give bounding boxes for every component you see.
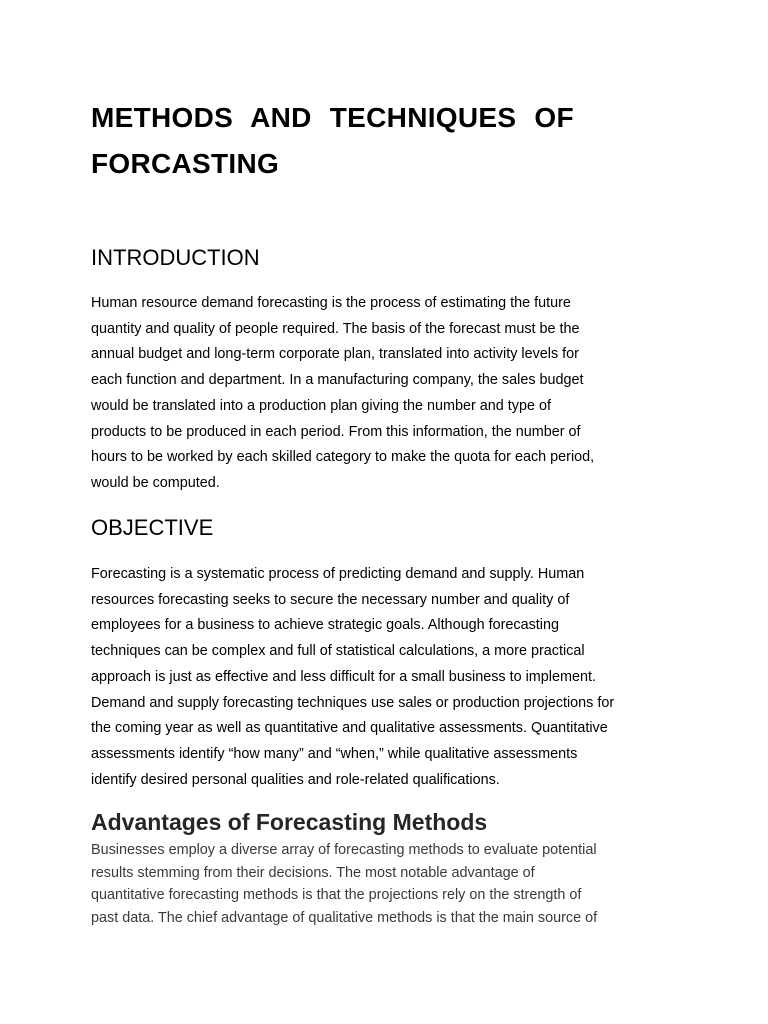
paragraph-line: past data. The chief advantage of qualitative methods is that the main source of <box>91 909 598 926</box>
paragraph-line: resources forecasting seeks to secure the necessary number and quality of <box>91 591 570 608</box>
objective-paragraph <box>91 562 671 793</box>
title-line-2: FORCASTING <box>91 148 280 179</box>
title-line-1: METHODS AND TECHNIQUES OF <box>91 102 574 133</box>
paragraph-line: Demand and supply forecasting techniques use sales or production projections for <box>91 694 615 711</box>
paragraph-line: employees for a business to achieve strategic goals. Although forecasting <box>91 617 559 634</box>
advantages-paragraph <box>91 839 671 929</box>
paragraph-line: assessments identify “how many” and “when,” while qualitative assessments <box>91 745 578 762</box>
paragraph-line: would be translated into a production plan giving the number and type of <box>91 397 552 414</box>
paragraph-line: results stemming from their decisions. The most notable advantage of <box>91 864 535 881</box>
document-title <box>91 95 651 187</box>
paragraph-line: identify desired personal qualities and role-related qualifications. <box>91 771 500 788</box>
paragraph-line: Human resource demand forecasting is the process of estimating the future <box>91 295 571 311</box>
paragraph-line: the coming year as well as quantitative and qualitative assessments. Quantitative <box>91 720 608 737</box>
paragraph-line: approach is just as effective and less difficult for a small business to implement. <box>91 668 596 685</box>
paragraph-line: quantitative forecasting methods is that the projections rely on the strength of <box>91 887 582 903</box>
paragraph-line: would be computed. <box>91 474 220 491</box>
objective-heading: OBJECTIVE <box>91 515 214 540</box>
paragraph-line: products to be produced in each period. From this information, the number of <box>91 423 581 440</box>
introduction-heading: INTRODUCTION <box>91 245 260 270</box>
paragraph-line: quantity and quality of people required. The basis of the forecast must be the <box>91 320 580 337</box>
paragraph-line: each function and department. In a manufacturing company, the sales budget <box>91 372 584 389</box>
advantages-heading: Advantages of Forecasting Methods <box>91 809 488 835</box>
paragraph-line: annual budget and long-term corporate plan, translated into activity levels for <box>91 346 579 363</box>
paragraph-line: techniques can be complex and full of statistical calculations, a more practical <box>91 643 585 660</box>
paragraph-line: Businesses employ a diverse array of forecasting methods to evaluate potential <box>91 842 597 858</box>
introduction-paragraph <box>91 291 671 497</box>
paragraph-line: hours to be worked by each skilled category to make the quota for each period, <box>91 449 595 466</box>
paragraph-line: Forecasting is a systematic process of predicting demand and supply. Human <box>91 566 585 582</box>
